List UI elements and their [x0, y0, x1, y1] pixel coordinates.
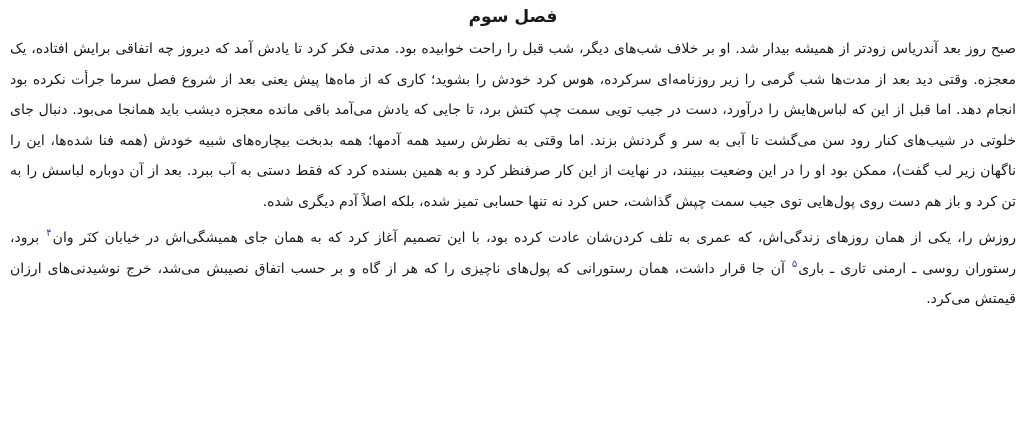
footnote-reference-5[interactable]: ۵: [791, 258, 798, 270]
body-paragraph: [10, 223, 1016, 315]
chapter-title: فصل سوم: [468, 7, 558, 27]
footnote-reference-4[interactable]: ۴: [46, 228, 52, 240]
paragraph-text: آن جا قرار داشت، همان رستورانی که پول‌های ناچیزی را که هر از گاه و بر حسب اتفاق نصیبش می‌شد، خرج نوشیدنی‌های ارزان قیمتش می‌کرد.: [10, 260, 1016, 307]
paragraph-text: روزش را، یکی از همان روزهای زندگی‌اش، که عمری به تلف کردن‌شان عادت کرده بود، با این تصمیم آغاز کرد که به همان جای همیشگی‌اش در خیابان کنَر وان: [52, 230, 1016, 246]
body-paragraph: صبح روز بعد آندریاس زودتر از همیشه بیدار شد. او بر خلاف شب‌های دیگر، شب قبل را راحت خوابیده بود. مدتی فکر کرد تا یادش آمد که دیروز چه اتفاقی برایش افتاده، یک معجزه. وقتی دید بعد از مدت‌ها شب گرمی را زیر روزنامه‌ای سرکرده، هوس کرد خودش را بشوید؛ کاری که از ماه‌ها پیش یعنی بعد از شروع فصل سرما جرأت نکرده بود انجام دهد. اما قبل از این که لباس‌هایش را درآورد، دست در جیب تویی سمت چپ کتش برد، تا جایی که یادش می‌آمد باقی مانده معجزه دیشب باید همانجا می‌بود. دنبال جای خلوتی در شیب‌های کنار رود سن می‌گشت تا آبی به سر و گردنش بزند. اما وقتی به نظرش رسید همه آدمها؛ همه بدبخت بیچاره‌های شبیه خودش (همه فنا شده‌ها، این را ناگهان زیر لب گفت)، ممکن بود او را در این وضعیت ببینند، در نهایت از این کار صرفنظر کرد و به همین بسنده کرد که فقط دستی به آب ببرد. بعد از آن دوباره لباسش را به تن کرد و باز هم دست روی پول‌هایی توی جیب سمت چپش گذاشت، حس کرد نه تنها حسابی تمیز شده، بلکه اصلاً آدم دیگری شده.: [10, 41, 1016, 210]
paragraph-text: برود، رستوران روسی ـ ارمنی تاری ـ باری: [10, 230, 1016, 277]
